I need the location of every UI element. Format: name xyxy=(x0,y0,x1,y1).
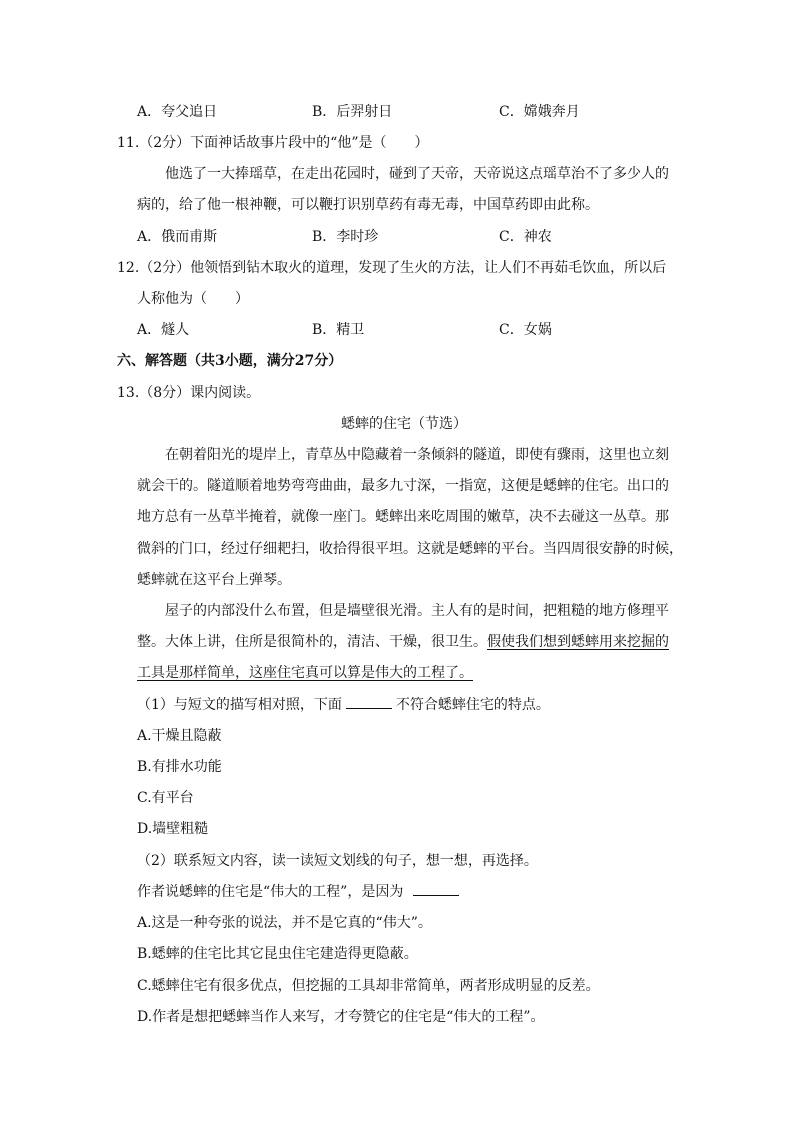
passage-line: 地方总有一丛草半掩着，就像一座门。蟋蟀出来吃周围的嫩草，决不去碰这一丛草。那 xyxy=(137,509,669,525)
sub2-question xyxy=(137,883,463,901)
passage-line: 屋子的内部没什么布置，但是墙壁很光滑。主人有的是时间，把粗糙的地方修理平 xyxy=(165,603,669,619)
sub1-option-c: C.有平台 xyxy=(137,790,194,806)
q12-option-b: B．精卫 xyxy=(312,322,365,338)
q12-stem: 12.（2分）他领悟到钻木取火的道理，发现了生火的方法，让人们不再茹毛饮血，所以后 xyxy=(117,260,667,276)
sub2-question-text: 作者说蟋蟀的住宅是“伟大的工程”，是因为 xyxy=(137,884,404,900)
q11-stem: 11.（2分）下面神话故事片段中的“他”是（ ） xyxy=(117,135,429,151)
passage-line: 微斜的门口，经过仔细耙扫，收拾得很平坦。这就是蟋蟀的平台。当四周很安静的时候， xyxy=(137,541,683,557)
passage-title: 蟋蟀的住宅（节选） xyxy=(341,416,467,432)
sub1-stem-text: 不符合蟋蟀住宅的特点。 xyxy=(395,697,550,713)
q12-option-c: C．女娲 xyxy=(499,322,552,338)
sub2-option-d: D.作者是想把蟋蟀当作人来写，才夸赞它的住宅是“伟大的工程”。 xyxy=(137,1009,545,1025)
q10-option-a: A．夸父追日 xyxy=(137,104,218,120)
sub1-option-a: A.干燥且隐蔽 xyxy=(137,728,222,744)
q11-option-b: B．李时珍 xyxy=(312,229,379,245)
q10-option-b: B．后羿射日 xyxy=(312,104,393,120)
passage-text: 整。大体上讲，住所是很简朴的，清洁、干燥，很卫生。 xyxy=(137,634,487,650)
passage-line: 蟋蟀就在这平台上弹琴。 xyxy=(137,572,291,588)
passage-line xyxy=(137,633,669,651)
q10-option-c: C．嫦娥奔月 xyxy=(499,104,580,120)
section-heading: 六、解答题（共3小题，满分27分） xyxy=(117,353,343,369)
q12-option-a: A．燧人 xyxy=(137,322,190,338)
sub2-option-c: C.蟋蟀住宅有很多优点，但挖掘的工具却非常简单，两者形成明显的反差。 xyxy=(137,978,600,994)
q13-stem: 13.（8分）课内阅读。 xyxy=(117,385,261,401)
sub2-option-b: B.蟋蟀的住宅比其它昆虫住宅建造得更隐蔽。 xyxy=(137,946,418,962)
passage-line: 在朝着阳光的堤岸上，青草丛中隐藏着一条倾斜的隧道，即使有骤雨，这里也立刻 xyxy=(165,447,669,463)
sub1-stem-text: （1）与短文的描写相对照，下面 xyxy=(137,697,342,713)
sub1-stem xyxy=(137,696,550,714)
sub1-option-b: B.有排水功能 xyxy=(137,759,222,775)
q11-passage-line: 他选了一大捧瑶草，在走出花园时，碰到了天帝，天帝说这点瑶草治不了多少人的 xyxy=(165,166,669,182)
answer-blank[interactable] xyxy=(413,883,459,896)
q12-stem-cont: 人称他为（ ） xyxy=(137,291,249,307)
sub2-stem: （2）联系短文内容，读一读短文划线的句子，想一想，再选择。 xyxy=(137,853,538,869)
q11-option-c: C．神农 xyxy=(499,229,552,245)
q11-option-a: A．俄而甫斯 xyxy=(137,229,218,245)
sub2-option-a: A.这是一种夸张的说法，并不是它真的“伟大”。 xyxy=(137,915,432,931)
underlined-sentence: 工具是那样简单，这座住宅真可以算是伟大的工程了。 xyxy=(137,665,473,681)
sub1-option-d: D.墙壁粗糙 xyxy=(137,821,209,837)
passage-line: 就会干的。隧道顺着地势弯弯曲曲，最多九寸深，一指宽，这便是蟋蟀的住宅。出口的 xyxy=(137,478,669,494)
answer-blank[interactable] xyxy=(346,696,392,709)
q11-passage-line: 病的，给了他一根神鞭，可以鞭打识别草药有毒无毒，中国草药即由此称。 xyxy=(137,197,599,213)
underlined-sentence: 假使我们想到蟋蟀用来挖掘的 xyxy=(487,634,669,650)
